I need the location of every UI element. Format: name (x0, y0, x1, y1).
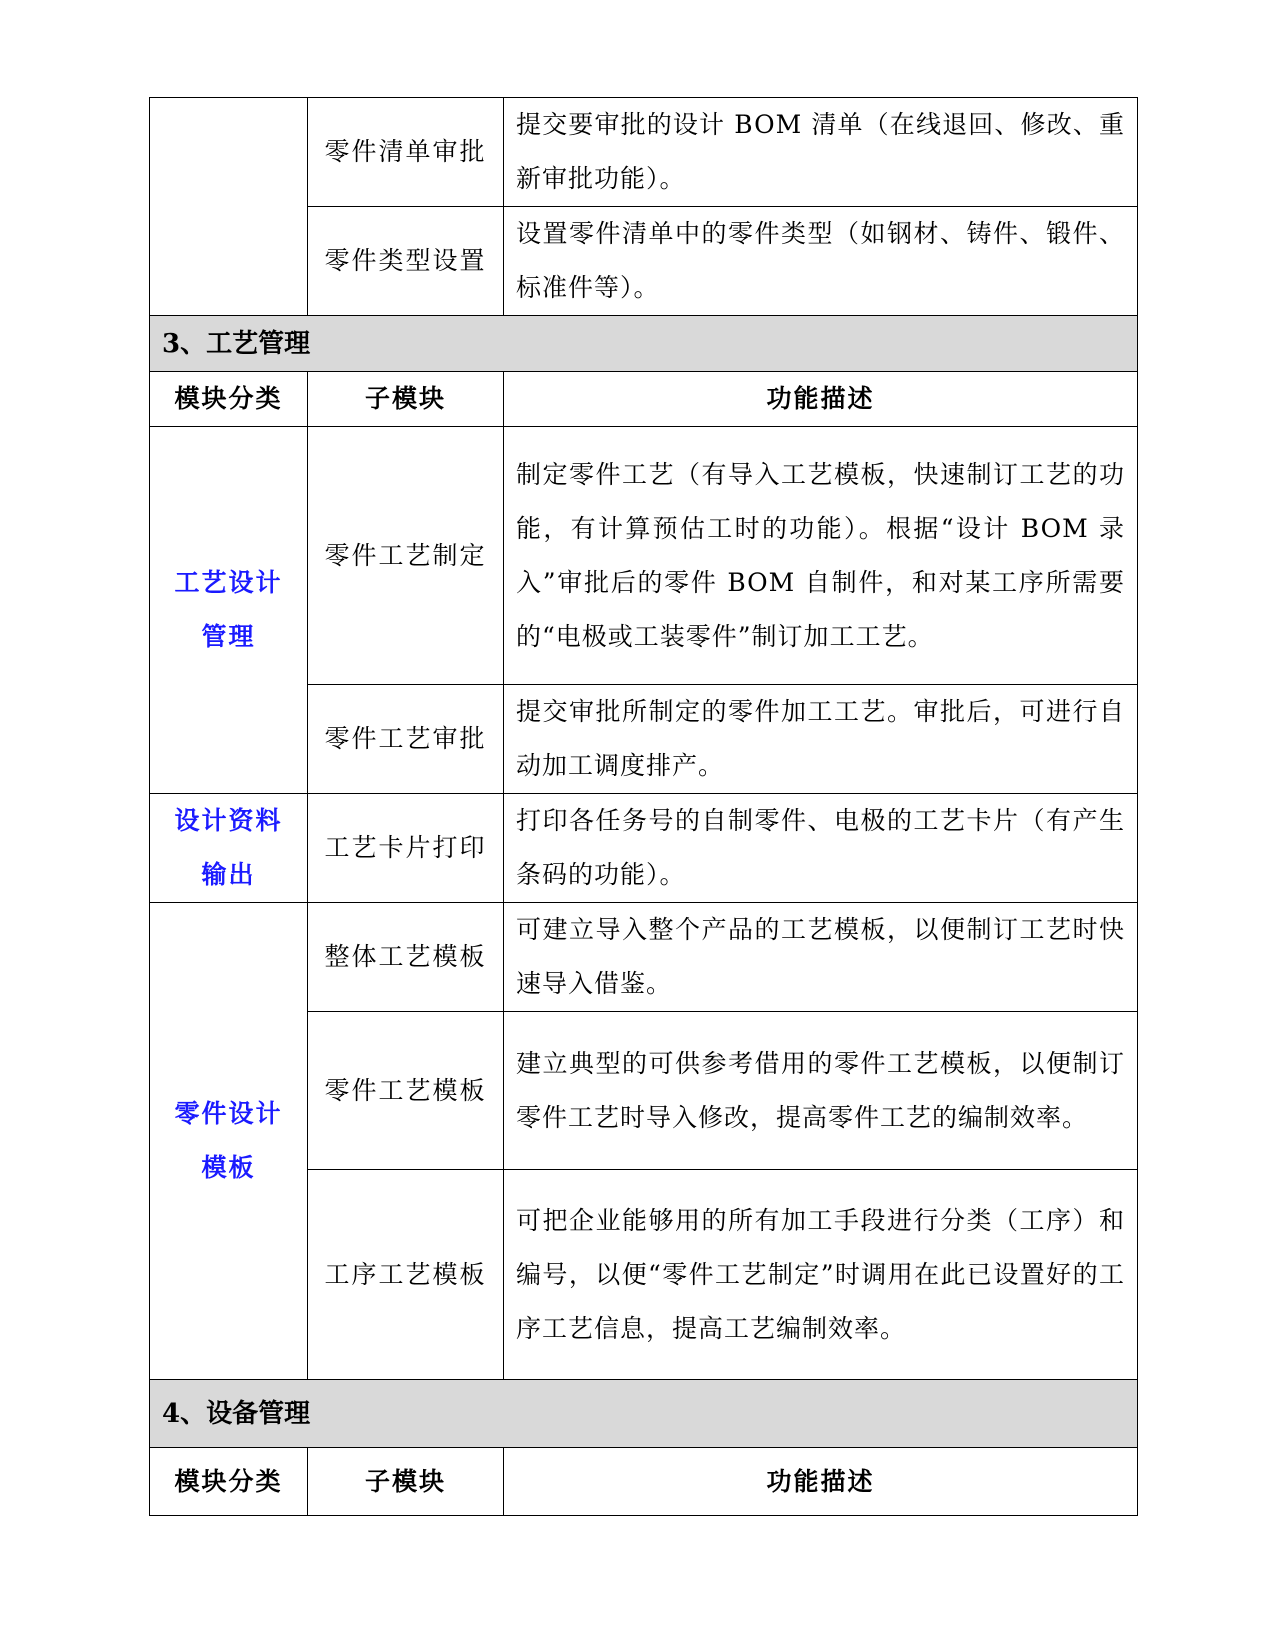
section-header-row (150, 316, 1138, 372)
description-cell: 打印各任务号的自制零件、电极的工艺卡片（有产生条码的功能）。 (504, 794, 1138, 903)
table-row (150, 427, 1138, 685)
description-cell: 可把企业能够用的所有加工手段进行分类（工序）和编号，以便“零件工艺制定”时调用在此已设置好的工序工艺信息，提高工艺编制效率。 (504, 1170, 1138, 1380)
category-cell (150, 427, 308, 794)
column-header-category: 模块分类 (150, 372, 308, 427)
table-row (150, 794, 1138, 903)
description-cell: 提交审批所制定的零件加工工艺。审批后，可进行自动加工调度排产。 (504, 685, 1138, 794)
category-label-line1: 设计资料 (174, 806, 283, 835)
category-cell-empty (150, 98, 308, 316)
description-cell: 设置零件清单中的零件类型（如钢材、铸件、锻件、标准件等）。 (504, 207, 1138, 316)
column-header-submodule: 子模块 (308, 1448, 504, 1516)
category-label-line2: 模板 (201, 1153, 256, 1182)
submodule-cell: 零件清单审批 (308, 98, 504, 207)
description-cell: 可建立导入整个产品的工艺模板，以便制订工艺时快速导入借鉴。 (504, 903, 1138, 1012)
description-cell: 建立典型的可供参考借用的零件工艺模板，以便制订零件工艺时导入修改，提高零件工艺的编制效率。 (504, 1012, 1138, 1170)
section-title: 4、设备管理 (150, 1380, 1138, 1448)
description-cell: 提交要审批的设计 BOM 清单（在线退回、修改、重新审批功能）。 (504, 98, 1138, 207)
column-header-row (150, 372, 1138, 427)
submodule-cell: 零件类型设置 (308, 207, 504, 316)
section-title: 3、工艺管理 (150, 316, 1138, 372)
submodule-cell: 工艺卡片打印 (308, 794, 504, 903)
column-header-row (150, 1448, 1138, 1516)
column-header-description: 功能描述 (504, 1448, 1138, 1516)
submodule-cell: 整体工艺模板 (308, 903, 504, 1012)
table-row (150, 903, 1138, 1012)
submodule-cell: 零件工艺制定 (308, 427, 504, 685)
category-label-line2: 输出 (201, 860, 256, 889)
category-cell (150, 903, 308, 1380)
column-header-category: 模块分类 (150, 1448, 308, 1516)
section-header-row (150, 1380, 1138, 1448)
table-row (150, 98, 1138, 207)
function-table (149, 97, 1138, 1516)
category-cell (150, 794, 308, 903)
submodule-cell: 零件工艺模板 (308, 1012, 504, 1170)
column-header-submodule: 子模块 (308, 372, 504, 427)
category-label-line1: 零件设计 (174, 1099, 283, 1128)
category-label-line2: 管理 (201, 622, 256, 651)
column-header-description: 功能描述 (504, 372, 1138, 427)
submodule-cell: 工序工艺模板 (308, 1170, 504, 1380)
submodule-cell: 零件工艺审批 (308, 685, 504, 794)
description-cell: 制定零件工艺（有导入工艺模板，快速制订工艺的功能，有计算预估工时的功能）。根据“设计 BOM 录入”审批后的零件 BOM 自制件，和对某工序所需要的“电极或工装零件”制订加工工艺。 (504, 427, 1138, 685)
category-label-line1: 工艺设计 (174, 568, 283, 597)
